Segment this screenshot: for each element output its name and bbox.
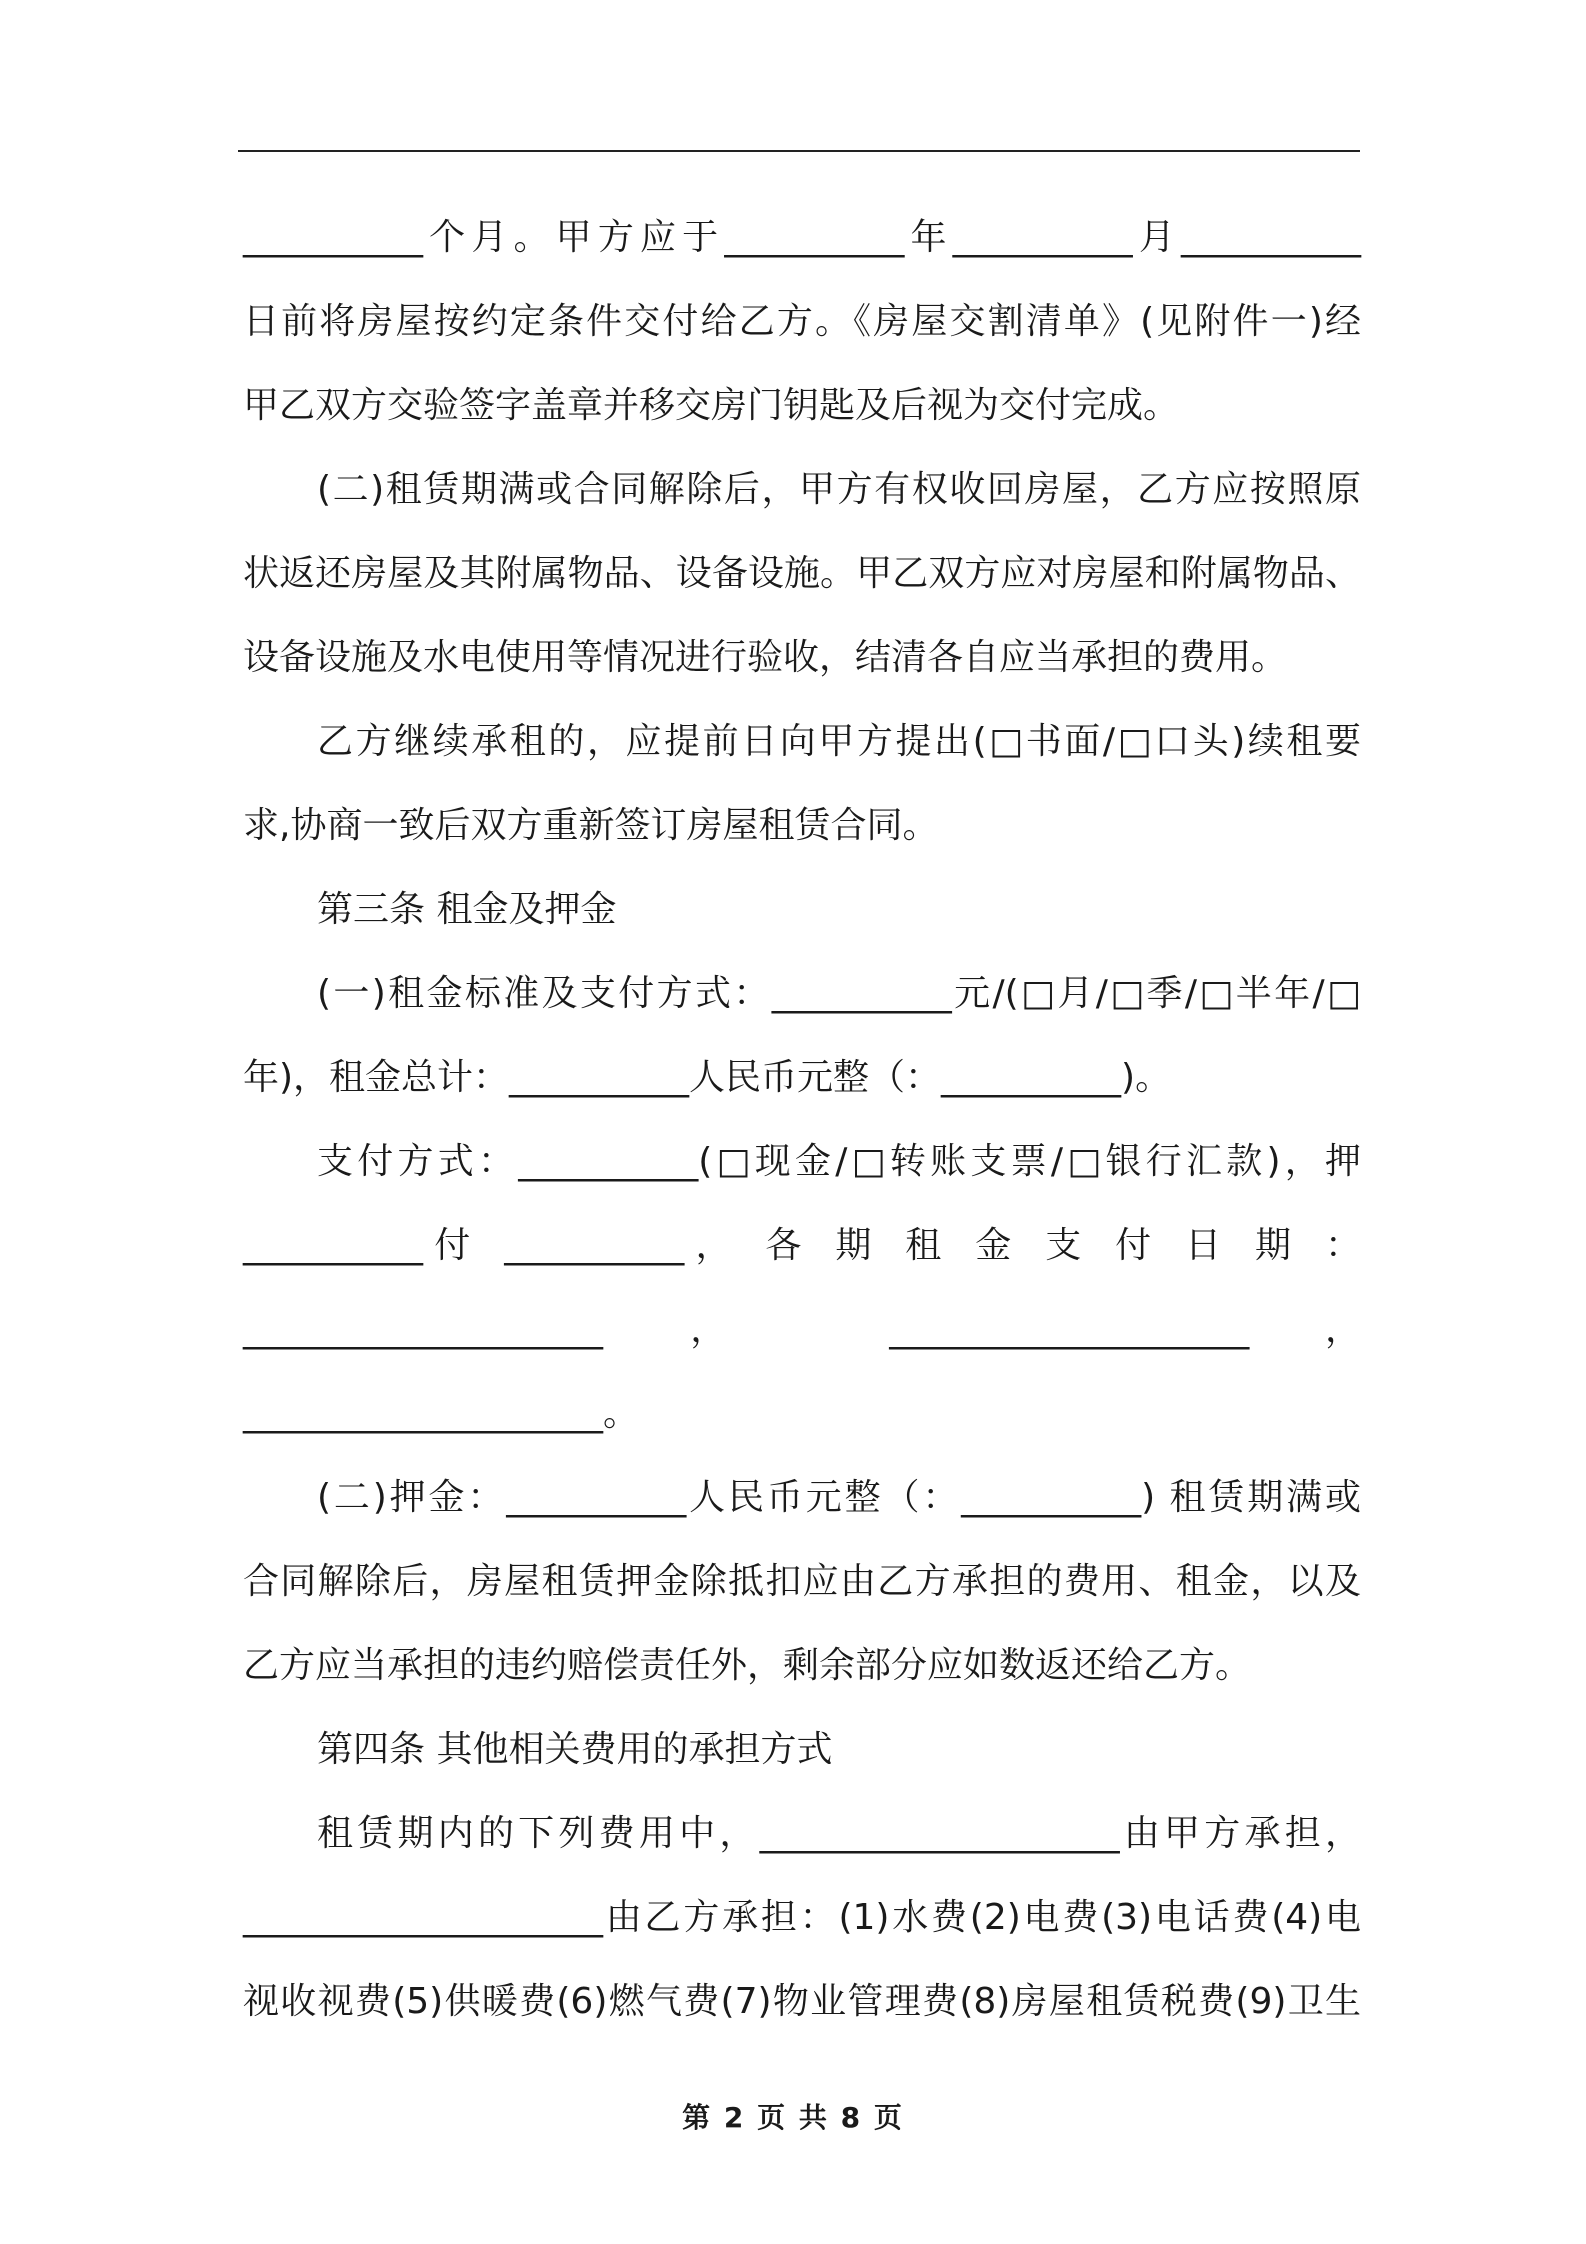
text-line: (二)租赁期满或合同解除后，甲方有权收回房屋，乙方应按照原 bbox=[317, 469, 1361, 510]
text-line: (一)租金标准及支付方式：__________元/(□月/□季/□半年/□ bbox=[317, 973, 1361, 1014]
text-line: 日前将房屋按约定条件交付给乙方。《房屋交割清单》(见附件一)经 bbox=[243, 301, 1361, 342]
page-number: 第 2 页 共 8 页 bbox=[682, 2101, 904, 2134]
header-rule bbox=[238, 150, 1360, 152]
text-line: 求,协商一致后双方重新签订房屋租赁合同。 bbox=[243, 805, 939, 846]
section-heading: 第四条 其他相关费用的承担方式 bbox=[317, 1729, 833, 1770]
text-line: 视收视费(5)供暖费(6)燃气费(7)物业管理费(8)房屋租赁税费(9)卫生 bbox=[243, 1981, 1361, 2022]
text-line: ____________________。 bbox=[243, 1393, 639, 1434]
text-line: ____________________由乙方承担：(1)水费(2)电费(3)电话费(4)电 bbox=[243, 1897, 1361, 1938]
text-line: 合同解除后，房屋租赁押金除抵扣应由乙方承担的费用、租金，以及 bbox=[243, 1561, 1361, 1602]
text-line: ____________________ ， ____________________， bbox=[243, 1309, 1361, 1350]
text-line: 租赁期内的下列费用中，____________________由甲方承担， bbox=[317, 1813, 1361, 1854]
text-line: 甲乙双方交验签字盖章并移交房门钥匙及后视为交付完成。 bbox=[243, 385, 1180, 426]
text-line: __________付 __________， 各 期 租 金 支 付 日 期 ： bbox=[243, 1225, 1361, 1266]
text-line: 状返还房屋及其附属物品、设备设施。甲乙双方应对房屋和附属物品、 bbox=[243, 553, 1361, 594]
section-heading: 第三条 租金及押金 bbox=[317, 889, 617, 930]
text-line: 支付方式：__________(□现金/□转账支票/□银行汇款)，押 bbox=[317, 1141, 1361, 1182]
text-line: 乙方应当承担的违约赔偿责任外，剩余部分应如数返还给乙方。 bbox=[243, 1645, 1252, 1686]
text-line: 年)，租金总计：__________人民币元整（：__________)。 bbox=[243, 1057, 1172, 1098]
document-body bbox=[243, 196, 1361, 2044]
text-line: 乙方继续承租的，应提前日向甲方提出(□书面/□口头)续租要 bbox=[317, 721, 1361, 762]
text-line: 设备设施及水电使用等情况进行验收，结清各自应当承担的费用。 bbox=[243, 637, 1288, 678]
text-line: __________个月。甲方应于__________年__________月__________ bbox=[243, 217, 1361, 258]
text-line: (二)押金：__________人民币元整（：__________) 租赁期满或 bbox=[317, 1477, 1361, 1518]
